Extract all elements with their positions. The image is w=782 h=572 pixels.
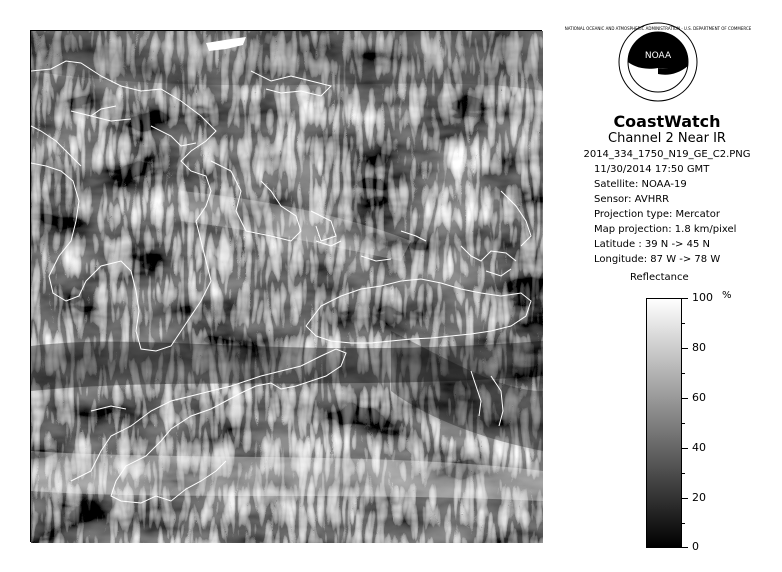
- scale-tick: [682, 448, 688, 449]
- app-title: CoastWatch: [613, 112, 721, 131]
- projection-type-text: Projection type: Mercator: [594, 209, 720, 220]
- info-panel: [572, 113, 762, 267]
- map-projection-text: Map projection: 1.8 km/pixel: [594, 224, 737, 235]
- channel-subtitle: Channel 2 Near IR: [608, 131, 726, 146]
- scale-tick-label: 20: [692, 491, 706, 504]
- scale-tick-label: 80: [692, 341, 706, 354]
- scale-tick-label: 40: [692, 441, 706, 454]
- satellite-image: [30, 30, 542, 542]
- scale-tick-label: 60: [692, 391, 706, 404]
- scale-minor-tick: [682, 323, 685, 324]
- scale-axis: [682, 291, 742, 553]
- scale-tick: [682, 348, 688, 349]
- latitude-text: Latitude : 39 N -> 45 N: [594, 239, 710, 250]
- scale-minor-tick: [682, 373, 685, 374]
- scale-unit: %: [722, 290, 732, 301]
- scale-tick: [682, 498, 688, 499]
- datetime-text: 11/30/2014 17:50 GMT: [594, 164, 710, 175]
- satellite-text: Satellite: NOAA-19: [594, 179, 687, 190]
- scale-tick: [682, 547, 688, 548]
- scale-minor-tick: [682, 473, 685, 474]
- filename-text: 2014_334_1750_N19_GE_C2.PNG: [583, 149, 751, 160]
- noaa-logo-ring-text: NATIONAL OCEANIC AND ATMOSPHERIC ADMINISTRATION · U.S. DEPARTMENT OF COMMERCE: [564, 26, 752, 31]
- scale-tick-label: 100: [692, 291, 713, 304]
- longitude-text: Longitude: 87 W -> 78 W: [594, 254, 721, 265]
- scale-minor-tick: [682, 523, 685, 524]
- sensor-text: Sensor: AVHRR: [594, 194, 670, 205]
- scale-tick-label: 0: [692, 540, 699, 553]
- scale-tick: [682, 298, 688, 299]
- reflectance-colorbar: [646, 298, 682, 548]
- noaa-logo-text: NOAA: [644, 51, 672, 61]
- scale-minor-tick: [682, 423, 685, 424]
- noaa-logo-icon: [564, 22, 752, 102]
- scale-title: Reflectance: [630, 272, 689, 283]
- scale-tick: [682, 398, 688, 399]
